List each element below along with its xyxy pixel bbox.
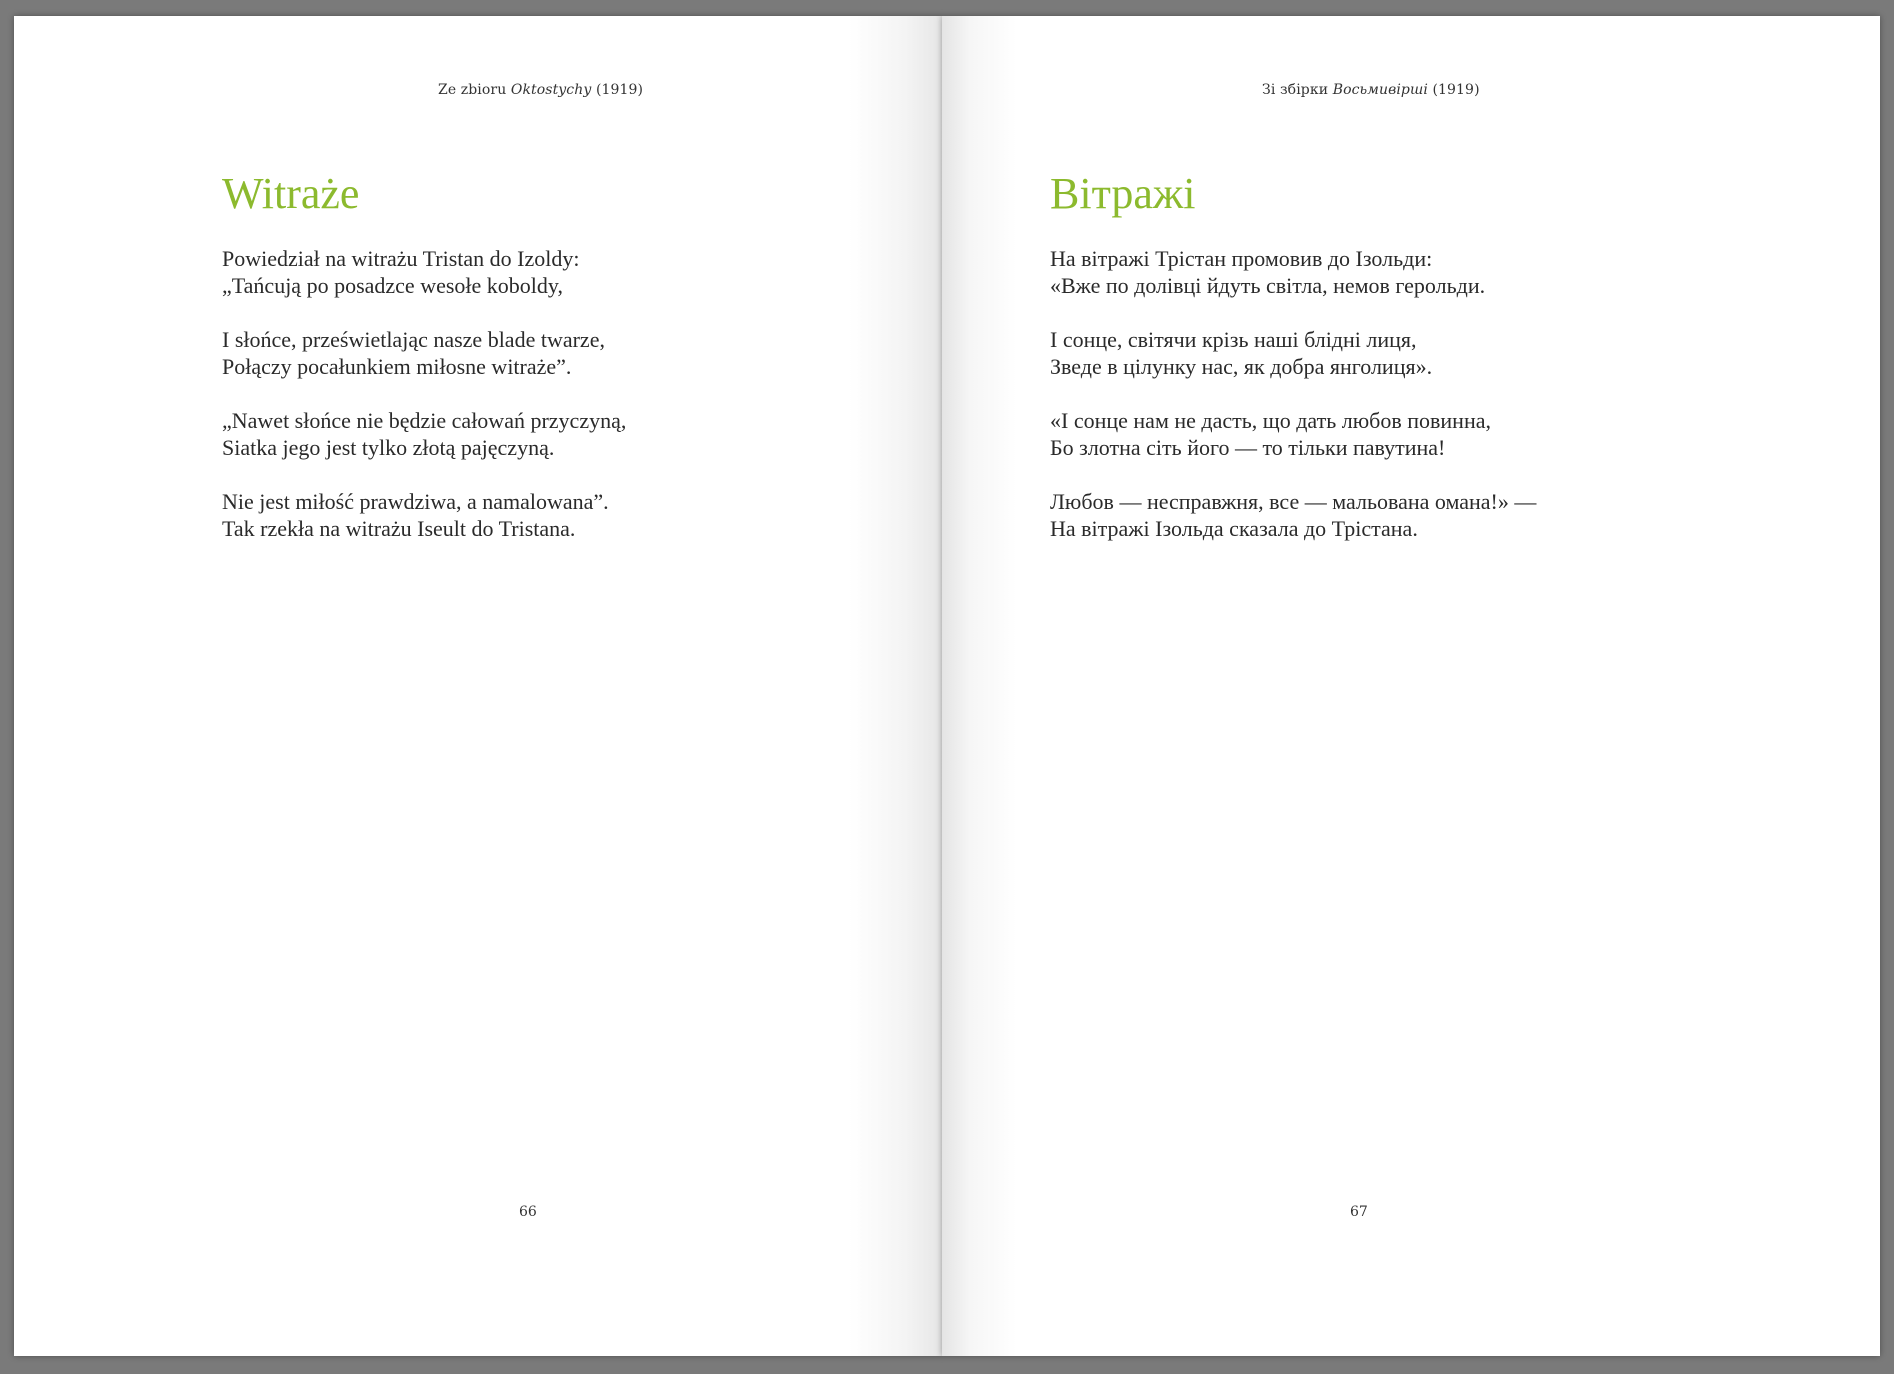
- stanza: [1050, 326, 1536, 380]
- poem-line: Połączy pocałunkiem miłosne witraże”.: [222, 354, 572, 379]
- poem-line: I słońce, prześwietlając nasze blade twarze,: [222, 327, 605, 352]
- poem-title-left: Witraże: [222, 169, 360, 218]
- stanza: [1050, 488, 1536, 542]
- poem-line: Бо злотна сіть його — то тільки павутина!: [1050, 435, 1446, 460]
- poem-body-left: [222, 245, 626, 569]
- poem-line: Зведе в цілунку нас, як добра янголиця».: [1050, 354, 1433, 379]
- right-page: [942, 16, 1880, 1356]
- poem-line: Powiedział na witrażu Tristan do Izoldy:: [222, 246, 580, 271]
- running-head-right: [1262, 82, 1480, 98]
- poem-body-right: [1050, 245, 1536, 569]
- running-head-year: (1919): [591, 82, 644, 98]
- stanza: [222, 245, 626, 299]
- poem-line: Siatka jego jest tylko złotą pajęczyną.: [222, 435, 555, 460]
- stanza: [222, 326, 626, 380]
- poem-line: „Nawet słońce nie będzie całowań przyczyną,: [222, 408, 627, 433]
- running-head-year: (1919): [1427, 82, 1480, 98]
- left-page: [14, 16, 942, 1356]
- poem-line: На вітражі Трістан промовив до Ізольди:: [1050, 246, 1433, 271]
- running-head-prefix: Ze zbioru: [438, 82, 511, 98]
- stanza: [222, 488, 626, 542]
- stanza: [1050, 245, 1536, 299]
- poem-line: На вітражі Ізольда сказала до Трістана.: [1050, 516, 1418, 541]
- stanza: [1050, 407, 1536, 461]
- poem-line: «І сонце нам не дасть, що дать любов повинна,: [1050, 408, 1491, 433]
- poem-line: Nie jest miłość prawdziwa, a namalowana”.: [222, 489, 609, 514]
- running-head-left: [438, 82, 643, 98]
- running-head-collection: Восьмивірші: [1332, 82, 1428, 98]
- running-head-collection: Oktostychy: [510, 82, 592, 98]
- poem-line: Любов — несправжня, все — мальована омана!» —: [1050, 489, 1537, 514]
- poem-line: Tak rzekła na witrażu Iseult do Tristana.: [222, 516, 576, 541]
- poem-line: І сонце, світячи крізь наші блідні лиця,: [1050, 327, 1417, 352]
- poem-line: „Tańcują po posadzce wesołe koboldy,: [222, 273, 563, 298]
- stanza: [222, 407, 626, 461]
- running-head-prefix: Зі збірки: [1262, 82, 1333, 98]
- page-number-left: 66: [519, 1204, 537, 1220]
- page-number-right: 67: [1350, 1204, 1368, 1220]
- poem-line: «Вже по долівці йдуть світла, немов герольди.: [1050, 273, 1486, 298]
- poem-title-right: Вітражі: [1050, 169, 1196, 218]
